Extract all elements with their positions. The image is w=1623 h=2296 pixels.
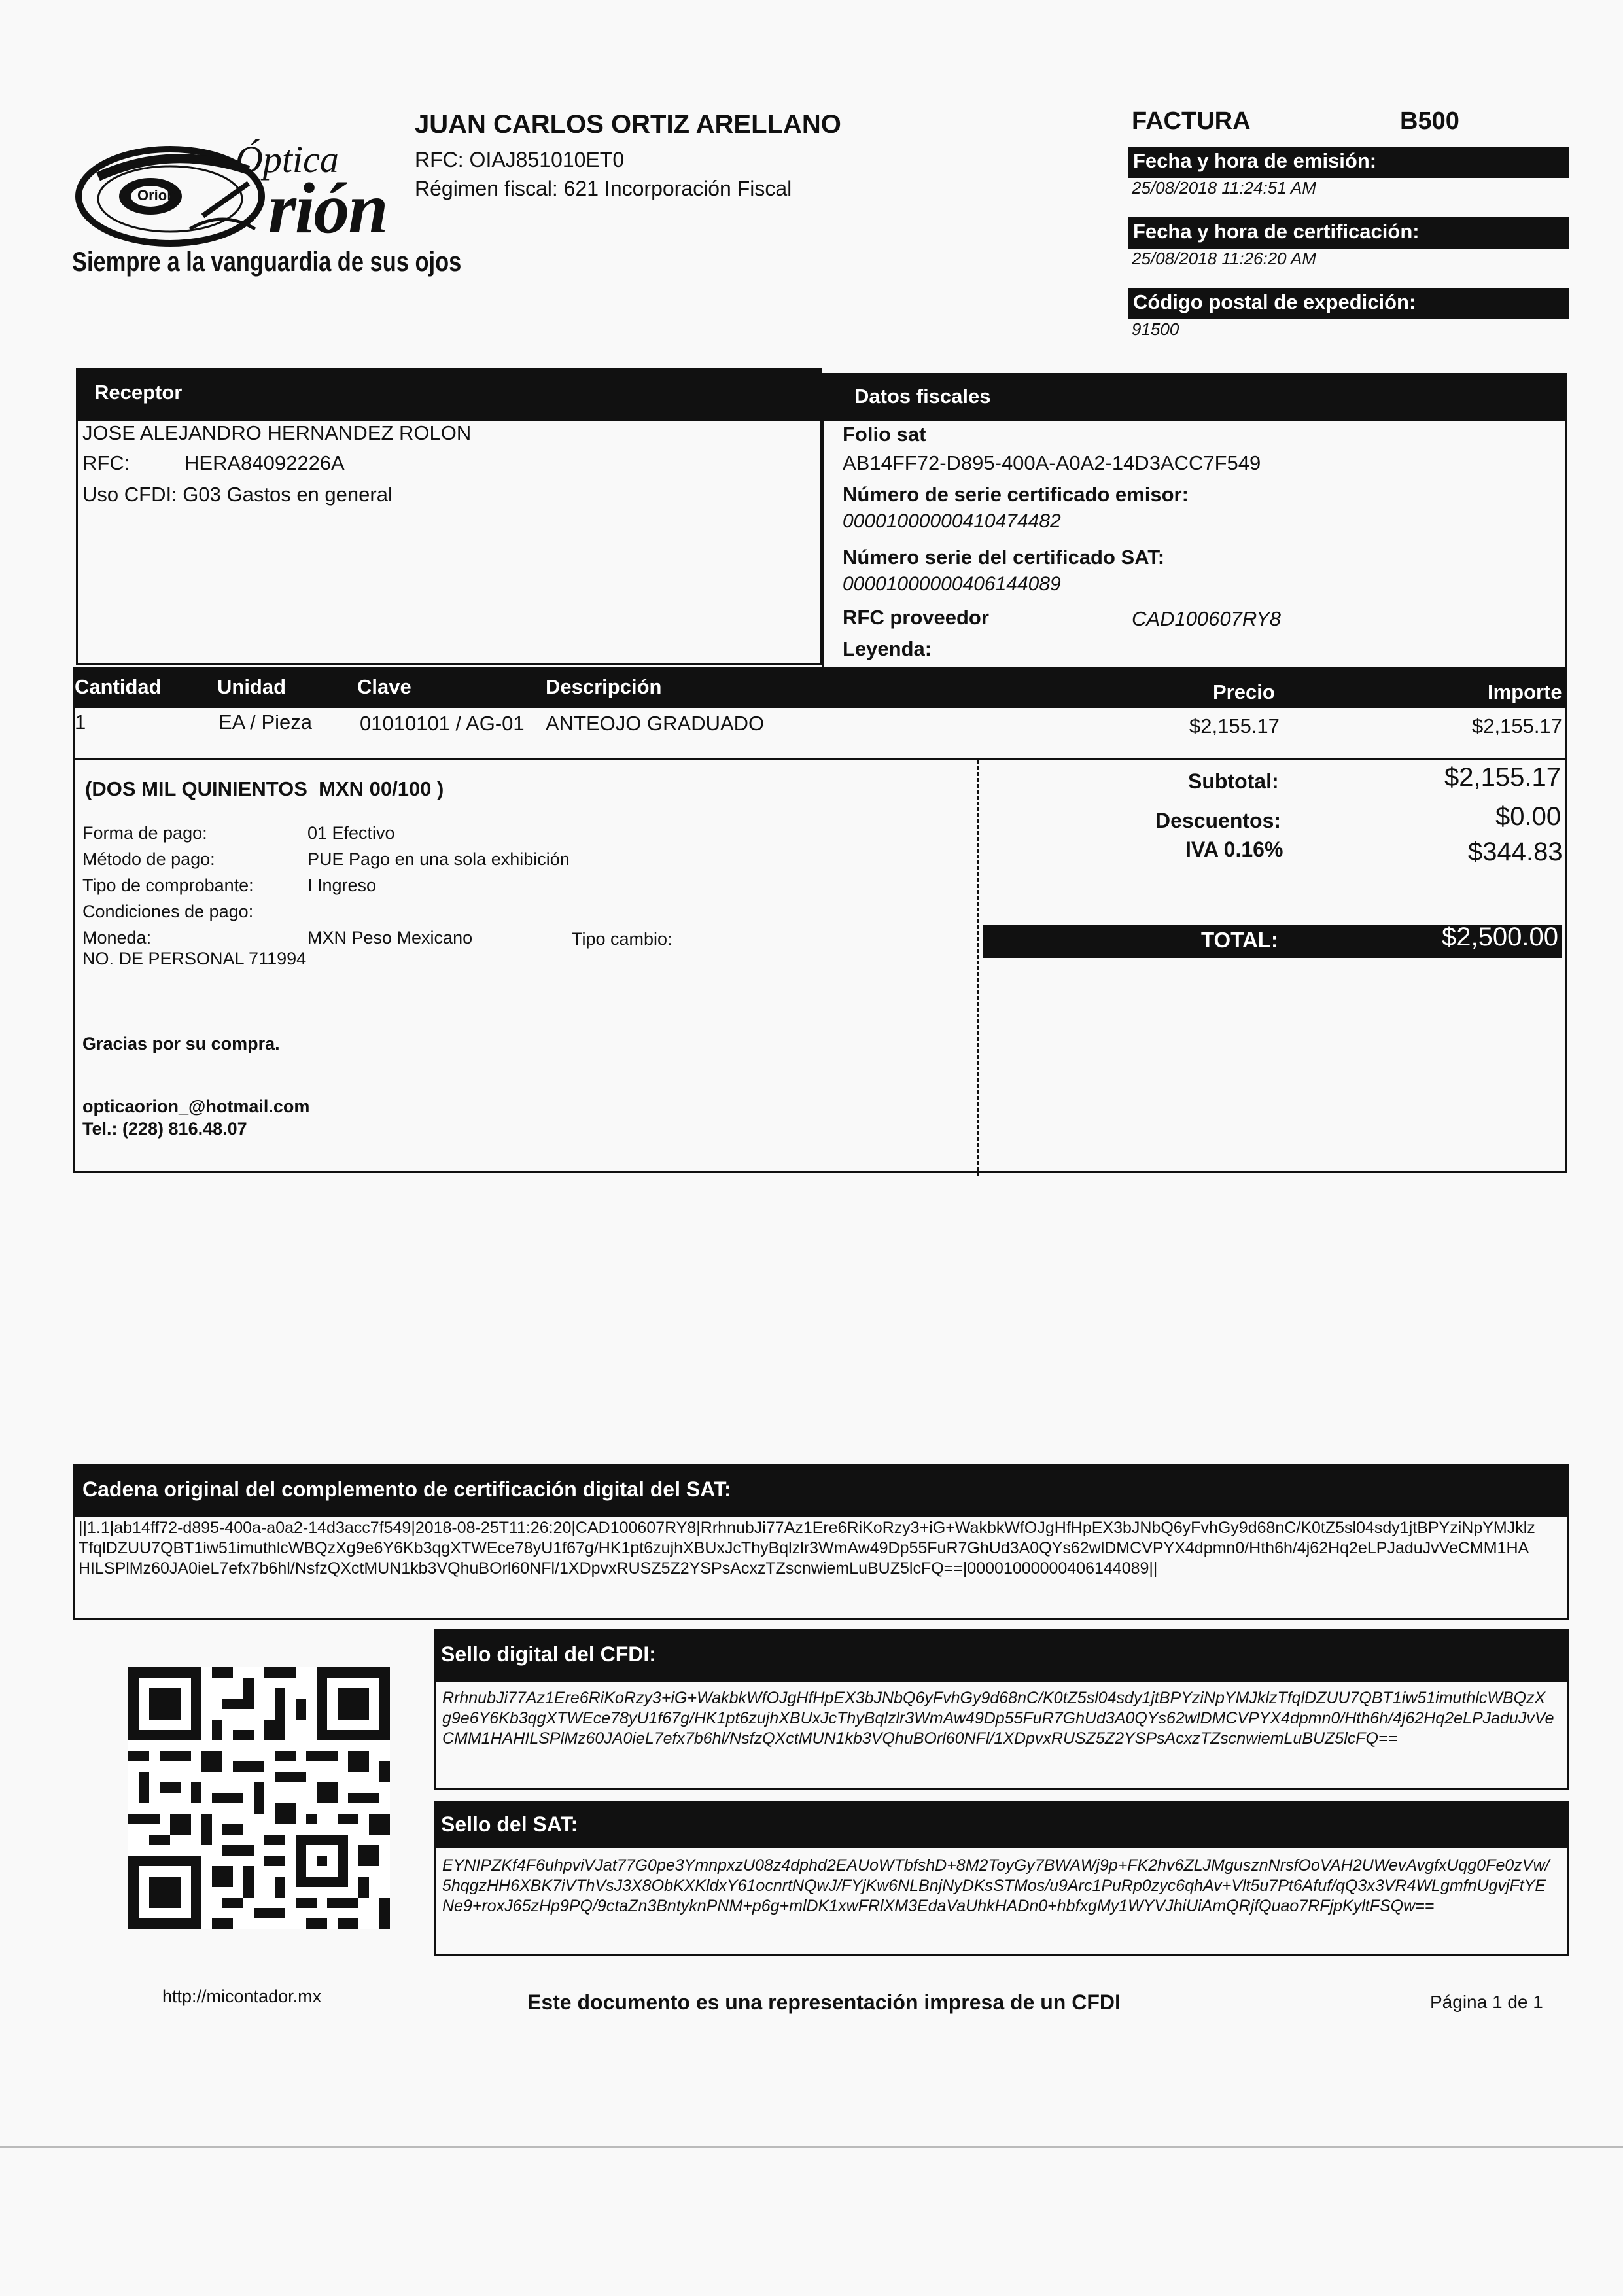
col-header-precio: Precio: [1213, 680, 1275, 703]
forma-pago-value: 01 Efectivo: [307, 823, 395, 843]
subtotal-label: Subtotal:: [1188, 769, 1279, 793]
receptor-rfc-value: HERA84092226A: [184, 451, 345, 474]
emision-label: Fecha y hora de emisión:: [1128, 147, 1569, 178]
amount-in-words: (DOS MIL QUINIENTOS MXN 00/100 ): [85, 777, 444, 800]
total-label: TOTAL:: [1201, 928, 1278, 952]
row-unidad: EA / Pieza: [218, 711, 313, 733]
datos-fiscales-header: Datos fiscales: [822, 373, 1567, 421]
receptor-rfc-label: RFC:: [82, 451, 130, 474]
col-header-cantidad: Cantidad: [75, 675, 162, 698]
metodo-pago-value: PUE Pago en una sola exhibición: [307, 849, 570, 869]
row-descripcion: ANTEOJO GRADUADO: [546, 712, 765, 735]
descuentos-value: $0.00: [1495, 802, 1562, 831]
forma-pago-label: Forma de pago:: [82, 823, 207, 843]
footer-url[interactable]: http://micontador.mx: [162, 1987, 322, 2006]
invoice-type: FACTURA: [1132, 107, 1251, 135]
items-table-header: [73, 667, 1567, 708]
folio-sat-value: AB14FF72-D895-400A-A0A2-14D3ACC7F549: [843, 451, 1261, 474]
row-clave: 01010101 / AG-01: [360, 712, 525, 735]
row-precio: $2,155.17: [1189, 715, 1280, 737]
subtotal-value: $2,155.17: [1444, 763, 1561, 792]
col-header-unidad: Unidad: [217, 675, 287, 698]
serie-sat-label: Número serie del certificado SAT:: [843, 546, 1165, 569]
tipo-comprobante-value: I Ingreso: [307, 875, 377, 895]
contact-email: opticaorion_@hotmail.com: [82, 1097, 310, 1116]
col-header-importe: Importe: [1488, 680, 1562, 703]
serie-emisor-value: 00001000000410474482: [843, 510, 1061, 532]
numero-personal: NO. DE PERSONAL 711994: [82, 949, 307, 968]
tipo-cambio-label: Tipo cambio:: [572, 929, 672, 949]
serie-emisor-label: Número de serie certificado emisor:: [843, 483, 1189, 506]
tipo-comprobante-label: Tipo de comprobante:: [82, 875, 254, 895]
moneda-label: Moneda:: [82, 928, 152, 947]
leyenda-label: Leyenda:: [843, 637, 932, 660]
thanks-message: Gracias por su compra.: [82, 1034, 280, 1053]
footer-note: Este documento es una representación impresa de un CFDI: [527, 1990, 1121, 2014]
iva-value: $344.83: [1468, 838, 1563, 866]
logo-tagline: Siempre a la vanguardia de sus ojos: [72, 246, 462, 277]
page-edge-divider: [0, 2146, 1623, 2148]
issuer-rfc: RFC: OIAJ851010ET0: [415, 148, 625, 171]
footer-page-number: Página 1 de 1: [1430, 1992, 1543, 2012]
receptor-uso-cfdi: Uso CFDI: G03 Gastos en general: [82, 483, 393, 506]
rfc-proveedor-value: CAD100607RY8: [1132, 607, 1282, 630]
codigo-postal-value: 91500: [1132, 319, 1179, 339]
sello-sat-text: EYNIPZKf4F6uhpviVJat77G0pe3YmnpxzU08z4dphd2EAUoWTbfshD+8M2ToyGy7BWAWj9p+FK2hv6ZLJMgusznNrsfOoVAH2UWevAvgfxUqg0Fe0zVw/5hqgzHH6XBK7iVThVsJ3X8ObKXKldxY61ocnrtNQwJ/FYjKw6NLBnjNyDKsSTMos/u9Arc1PuRp0zyc6qhAv+Vlt5u7Pt6Afuf/qQ3x3VR4WLgmfnUgvjFtYENe9+roxJ65zHp9PQ/9ctaZn3BntyknPNM+p6g+mlDK1xwFRlXM3EdaVaUhkHADn0+hbfxgMy1WYVJhiUiAmQRjfQuao7RFjpKyltFSQw==: [442, 1856, 1550, 1915]
certificacion-value: 25/08/2018 11:26:20 AM: [1132, 249, 1316, 268]
receptor-name: JOSE ALEJANDRO HERNANDEZ ROLON: [82, 421, 472, 444]
serie-sat-value: 00001000000406144089: [843, 573, 1061, 595]
vertical-divider: [977, 760, 979, 1176]
qr-code-icon: [128, 1667, 390, 1929]
row-importe: $2,155.17: [1472, 715, 1562, 737]
company-logo: [72, 131, 462, 288]
total-value: $2,500.00: [1442, 923, 1558, 951]
codigo-postal-label: Código postal de expedición:: [1128, 288, 1569, 319]
rfc-proveedor-label: RFC proveedor: [843, 606, 989, 629]
logo-orion-text: rión: [268, 168, 387, 248]
contact-phone: Tel.: (228) 816.48.07: [82, 1119, 247, 1139]
sello-sat-header: Sello del SAT:: [434, 1801, 1569, 1848]
col-header-descripcion: Descripción: [546, 675, 662, 698]
logo-optica-text: Óptica: [236, 138, 339, 181]
sello-cfdi-header: Sello digital del CFDI:: [434, 1629, 1569, 1682]
issuer-regimen: Régimen fiscal: 621 Incorporación Fiscal: [415, 177, 792, 200]
issuer-name: JUAN CARLOS ORTIZ ARELLANO: [415, 110, 841, 139]
condiciones-pago-label: Condiciones de pago:: [82, 902, 254, 921]
metodo-pago-label: Método de pago:: [82, 849, 215, 869]
col-header-clave: Clave: [357, 675, 411, 698]
certificacion-label: Fecha y hora de certificación:: [1128, 217, 1569, 249]
receptor-header: Receptor: [76, 368, 822, 421]
emision-value: 25/08/2018 11:24:51 AM: [1132, 178, 1316, 198]
sello-cfdi-text: RrhnubJi77Az1Ere6RiKoRzy3+iG+WakbkWfOJgHfHpEX3bJNbQ6yFvhGy9d68nC/K0tZ5sl04sdy1jtBPYziNpYMJklzTfqlDZUU7QBT1iw51imuthlcWBQzXg9e6Y6Kb3qgXTWEce78yU1f67g/HK1pt6zujhXBUxJcThyBqlzlr3WmAw49Dp55FuR7GhUd3A0QYs62wlDMCVPYX4dpmn0/Hth6h/4j62Hq2eLPJaduJvVeCMM1HAHILSPlMz60JA0ieL7efx7b6hl/NsfzQXctMUN1kb3VQhuBOrl60NFl/1XDpvxRUSZ5Z2YSPsAcxzTZscnwiemLuBUZ5lcFQ==: [442, 1689, 1554, 1748]
iva-label: IVA 0.16%: [1185, 838, 1283, 861]
moneda-value: MXN Peso Mexicano: [307, 928, 473, 947]
logo-emblem-text: Orion: [137, 187, 176, 203]
descuentos-label: Descuentos:: [1155, 809, 1282, 832]
row-cantidad: 1: [75, 711, 86, 733]
folio-sat-label: Folio sat: [843, 423, 926, 446]
cadena-header: Cadena original del complemento de certificación digital del SAT:: [73, 1464, 1569, 1517]
cadena-text: ||1.1|ab14ff72-d895-400a-a0a2-14d3acc7f549|2018-08-25T11:26:20|CAD100607RY8|RrhnubJi77Az1Ere6RiKoRzy3+iG+WakbkWfOJgHfHpEX3bJNbQ6yFvhGy9d68nC/K0tZ5sl04sdy1jtBPYziNpYMJklzTfqlDZUU7QBT1iw51imuthlcWBQzXg9e6Y6Kb3qgXTWEce78yU1f67g/HK1pt6zujhXBUxJcThyBqlzlr3WmAw49Dp55FuR7GhUd3A0QYs62wlDMCVPYX4dpmn0/Hth6h/4j62Hq2eLPJaduJvVeCMM1HAHILSPlMz60JA0ieL7efx7b6hl/NsfzQXctMUN1kb3VQhuBOrl60NFl/1XDpvxRUSZ5Z2YSPsAcxzTZscnwiemLuBUZ5lcFQ==|00001000000406144089||: [79, 1519, 1535, 1578]
invoice-number: B500: [1400, 107, 1459, 135]
